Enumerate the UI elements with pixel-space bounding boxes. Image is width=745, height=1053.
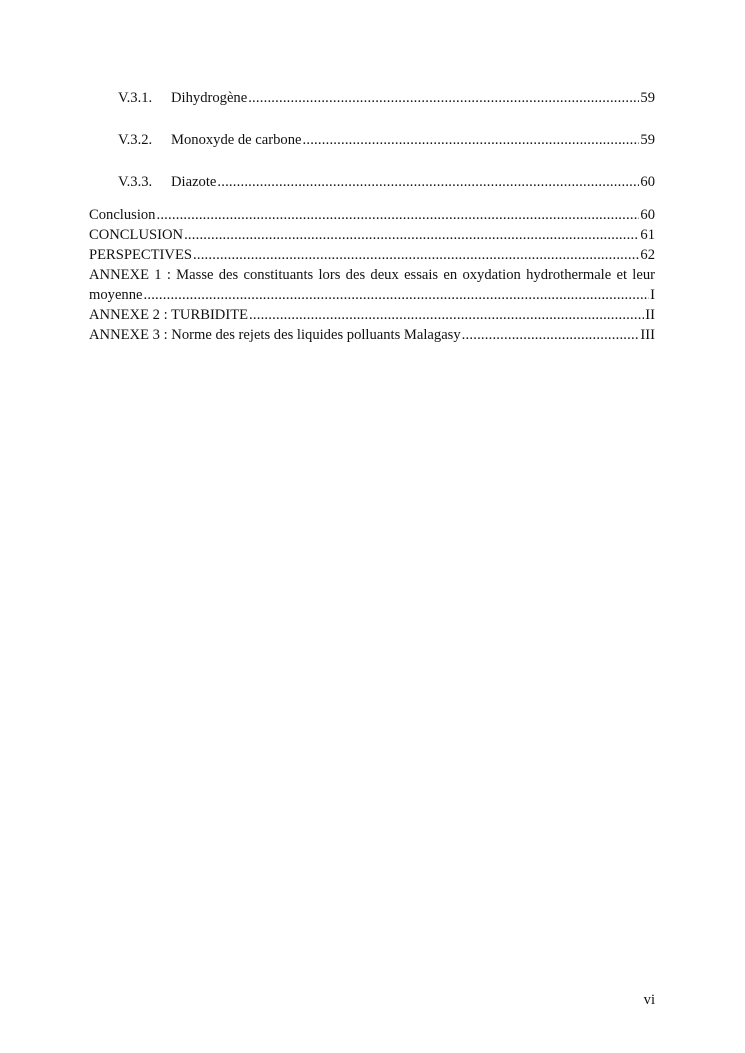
toc-entry-title: Monoxyde de carbone — [171, 132, 302, 148]
toc-dot-leader — [156, 205, 639, 225]
toc-entry-title-line2-row — [89, 285, 655, 305]
toc-entry-page: III — [640, 327, 655, 343]
toc-dot-leader — [193, 245, 639, 265]
toc-entry-v-3-2[interactable] — [89, 130, 655, 150]
toc-entry-page: 59 — [640, 132, 655, 148]
toc-entry-annexe-2[interactable] — [89, 305, 655, 325]
toc-entry-page: 60 — [640, 207, 655, 223]
table-of-contents — [89, 88, 655, 345]
toc-entry-title: ANNEXE 2 : TURBIDITE — [89, 307, 249, 323]
toc-entry-title: CONCLUSION — [89, 227, 184, 243]
toc-dot-leader — [248, 88, 639, 108]
page-number: vi — [643, 992, 655, 1008]
toc-entry-page: I — [650, 287, 655, 303]
toc-entry-number: V.3.1. — [118, 90, 153, 106]
toc-entry-title: Conclusion — [89, 207, 156, 223]
toc-entry-title: Diazote — [171, 174, 217, 190]
toc-entry-perspectives[interactable] — [89, 245, 655, 265]
toc-entry-title: PERSPECTIVES — [89, 247, 192, 263]
toc-dot-leader — [184, 225, 639, 245]
toc-entry-annexe-3[interactable] — [89, 325, 655, 345]
toc-entry-annexe-1[interactable] — [89, 265, 655, 305]
toc-entry-number: V.3.3. — [118, 174, 153, 190]
toc-dot-leader — [249, 305, 644, 325]
toc-entry-title-line1: ANNEXE 1 : Masse des constituants lors des deux essais en oxydation hydrothermale et leur — [89, 267, 655, 283]
toc-entry-conclusion-general[interactable] — [89, 225, 655, 245]
toc-entry-title-line2: moyenne — [89, 287, 143, 303]
toc-entry-page: 60 — [640, 174, 655, 190]
toc-dot-leader — [217, 172, 639, 192]
toc-entry-title: ANNEXE 3 : Norme des rejets des liquides polluants Malagasy — [89, 327, 461, 343]
toc-entry-v-3-1[interactable] — [89, 88, 655, 108]
toc-dot-leader — [144, 285, 650, 305]
toc-entry-conclusion[interactable] — [89, 205, 655, 225]
toc-entry-v-3-3[interactable] — [89, 172, 655, 192]
toc-main-entries — [89, 205, 655, 345]
toc-dot-leader — [462, 325, 640, 345]
toc-entry-page: 59 — [640, 90, 655, 106]
toc-entry-number: V.3.2. — [118, 132, 153, 148]
toc-entry-page: 61 — [640, 227, 655, 243]
toc-dot-leader — [303, 130, 640, 150]
toc-entry-page: II — [645, 307, 655, 323]
toc-entry-title: Dihydrogène — [171, 90, 248, 106]
toc-entry-page: 62 — [640, 247, 655, 263]
